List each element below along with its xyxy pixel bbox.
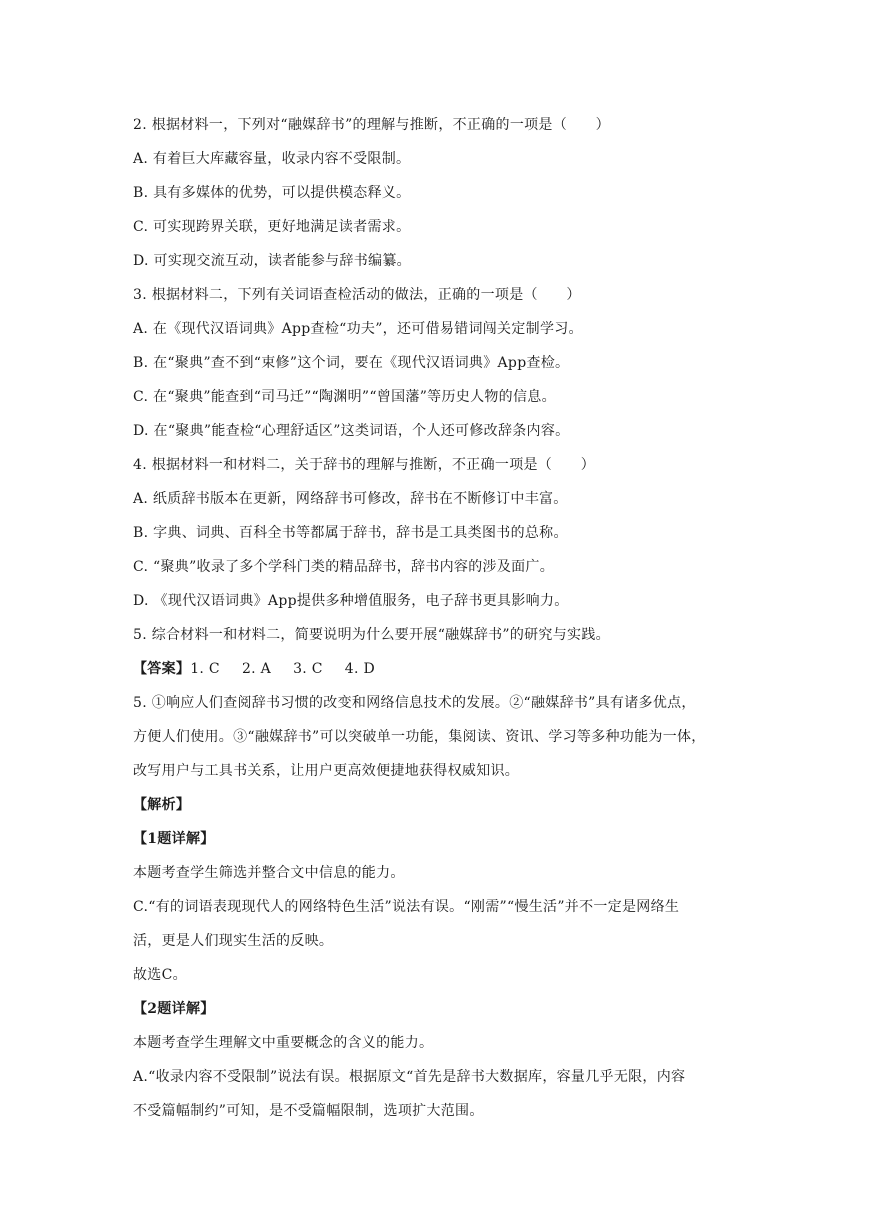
document-body <box>133 108 753 1128</box>
answer-item: 2. A <box>241 661 272 677</box>
analysis-heading: 【解析】 <box>133 797 191 813</box>
answer-item: 4. D <box>344 661 376 677</box>
answer-item: 1. C <box>190 661 220 677</box>
question-5: 5. 综合材料一和材料二，简要说明为什么要开展“融媒辞书”的研究与实践。 <box>133 627 610 643</box>
answer-label: 【答案】 <box>133 661 191 677</box>
detail-1-reason-line-1: C.“有的词语表现现代人的网络特色生活”说法有误。“刚需”“慢生活”并不一定是网络生 <box>133 899 680 915</box>
answer-5-line-3: 改写用户与工具书关系，让用户更高效便捷地获得权威知识。 <box>133 763 520 779</box>
detail-1-heading: 【1题详解】 <box>133 831 215 847</box>
detail-1-reason-line-2: 活，更是人们现实生活的反映。 <box>133 933 334 949</box>
question-3-option-b: B. 在“聚典”查不到“束修”这个词，要在《现代汉语词典》App查检。 <box>133 355 570 371</box>
question-3-option-a: A. 在《现代汉语词典》App查检“功夫”，还可借易错词闯关定制学习。 <box>133 321 583 337</box>
question-3: 3. 根据材料二，下列有关词语查检活动的做法，正确的一项是（ ） <box>133 287 581 303</box>
question-4: 4. 根据材料一和材料二，关于辞书的理解与推断，不正确一项是（ ） <box>133 457 596 473</box>
question-4-option-d: D. 《现代汉语词典》App提供多种增值服务，电子辞书更具影响力。 <box>133 593 569 609</box>
detail-2-text: 本题考查学生理解文中重要概念的含义的能力。 <box>133 1035 434 1051</box>
question-4-option-a: A. 纸质辞书版本在更新，网络辞书可修改，辞书在不断修订中丰富。 <box>133 491 568 507</box>
question-4-option-b: B. 字典、词典、百科全书等都属于辞书，辞书是工具类图书的总称。 <box>133 525 568 541</box>
detail-2-reason-line-2: 不受篇幅制约”可知，是不受篇幅限制，选项扩大范围。 <box>133 1103 484 1119</box>
question-3-option-d: D. 在“聚典”能查检“心理舒适区”这类词语，个人还可修改辞条内容。 <box>133 423 570 439</box>
answer-item: 3. C <box>293 661 323 677</box>
detail-2-reason-line-1: A.“收录内容不受限制”说法有误。根据原文“首先是辞书大数据库，容量几乎无限，内容 <box>133 1069 686 1085</box>
question-2-option-a: A. 有着巨大库藏容量，收录内容不受限制。 <box>133 151 411 167</box>
detail-2-heading: 【2题详解】 <box>133 1001 215 1017</box>
detail-1-text: 本题考查学生筛选并整合文中信息的能力。 <box>133 865 405 881</box>
question-2-option-c: C. 可实现跨界关联，更好地满足读者需求。 <box>133 219 411 235</box>
question-4-option-c: C. “聚典”收录了多个学科门类的精品辞书，辞书内容的涉及面广。 <box>133 559 555 575</box>
question-2: 2. 根据材料一，下列对“融媒辞书”的理解与推断，不正确的一项是（ ） <box>133 117 610 133</box>
question-3-option-c: C. 在“聚典”能查到“司马迁”“陶渊明”“曾国藩”等历史人物的信息。 <box>133 389 556 405</box>
answer-line <box>133 652 753 686</box>
answer-5-line-2: 方便人们使用。③“融媒辞书”可以突破单一功能，集阅读、资讯、学习等多种功能为一体， <box>133 729 706 745</box>
question-2-option-b: B. 具有多媒体的优势，可以提供模态释义。 <box>133 185 411 201</box>
answer-5-line-1: 5. ①响应人们查阅辞书习惯的改变和网络信息技术的发展。②“融媒辞书”具有诸多优点， <box>133 695 696 711</box>
question-2-option-d: D. 可实现交流互动，读者能参与辞书编纂。 <box>133 253 411 269</box>
detail-1-choice: 故选C。 <box>133 967 187 983</box>
